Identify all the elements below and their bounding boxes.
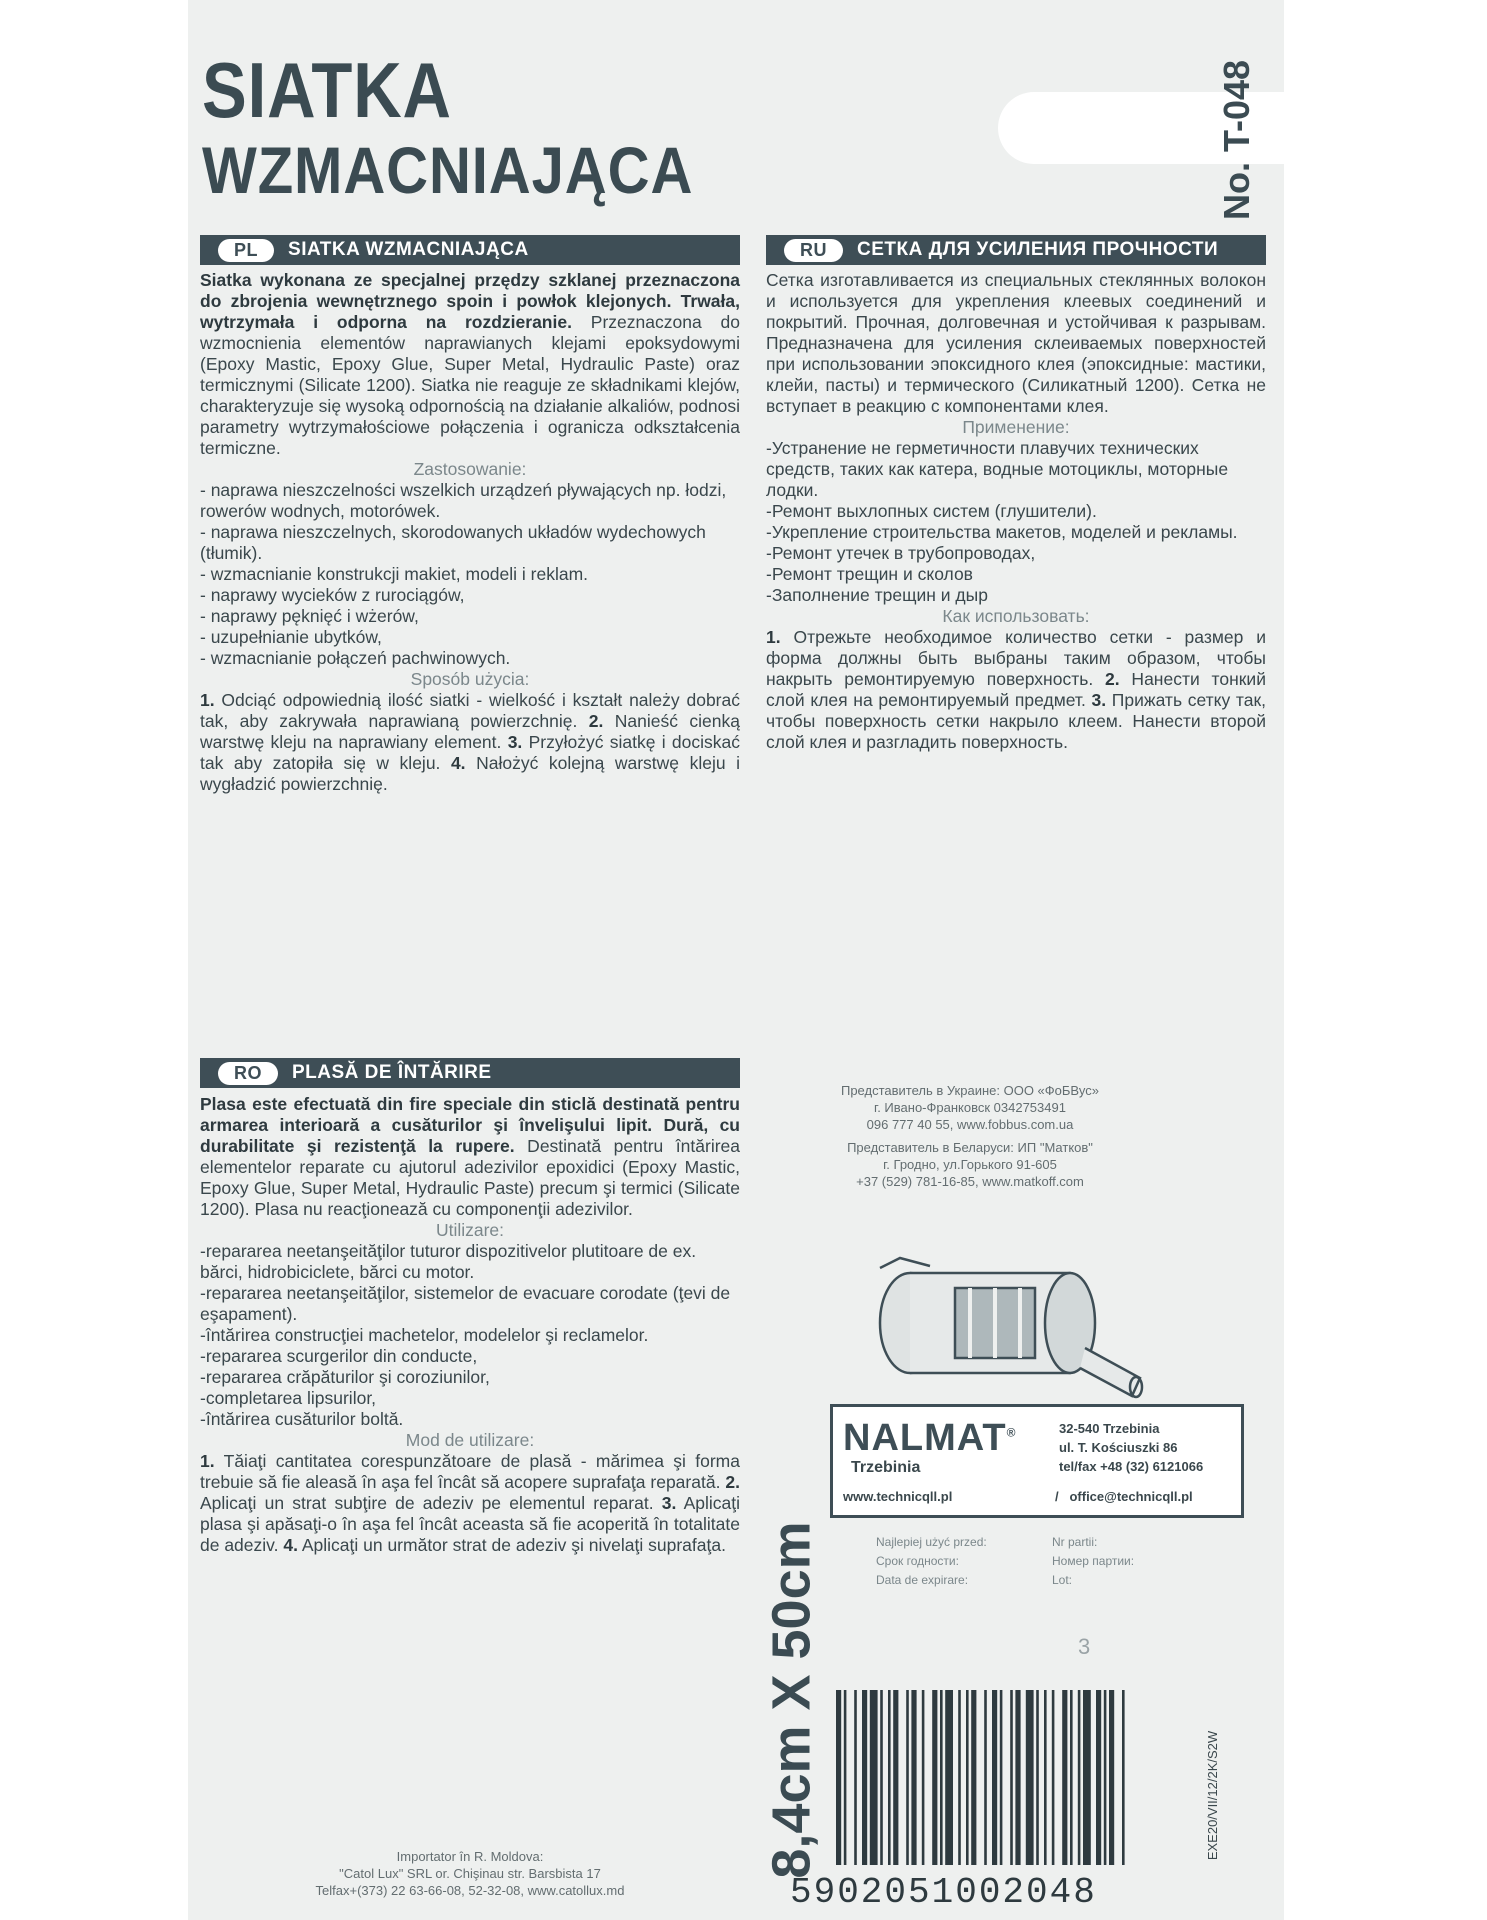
ru-intro: Сетка изготавливается из специальных стеклянных волокон и используется для укрепления клеевых соединений и покрытий. Прочная, долговечная и устойчивая к разрывам. Предназначена для усиления склеиваемых поверхностей при использовании эпоксидного клея (эпоксидные: мастики, клейи, пасты) и термического (Силикатный 1200). Сетка не вступает в реакцию с компонентами клея. (766, 270, 1266, 416)
print-mark: 3 (1078, 1634, 1091, 1659)
barcode-bar (836, 1690, 841, 1865)
pl-usage-list (200, 480, 740, 669)
list-item: -Ремонт выхлопных систем (глушители). (766, 501, 1097, 521)
manufacturer-box (830, 1404, 1244, 1518)
product-number: No. T-048 (1216, 59, 1257, 220)
barcode-bar (1044, 1690, 1047, 1865)
barcode-bar (906, 1690, 909, 1865)
lang-badge-pl: PL (218, 239, 274, 262)
contact-by-line: г. Гродно, ул.Горького 91-605 (883, 1157, 1057, 1172)
section-heading-ru: СЕТКА ДЛЯ УСИЛЕНИЯ ПРОЧНОСТИ (857, 239, 1219, 260)
list-item: - uzupełnianie ubytków, (200, 627, 382, 647)
barcode-bar (1070, 1690, 1073, 1865)
barcode-bar (888, 1690, 891, 1865)
batch-label: Номер партии: (1052, 1554, 1135, 1568)
list-item: -Ремонт утечек в трубопроводах, (766, 543, 1036, 563)
ro-method-heading: Mod de utilizare: (405, 1430, 535, 1450)
barcode-bar (1078, 1690, 1081, 1865)
importer-line: Importator în R. Moldova: (396, 1849, 544, 1864)
ro-usage-list (200, 1241, 740, 1430)
barcode-image (832, 1690, 1212, 1880)
list-item: -întărirea construcţiei machetelor, modelelor şi reclamelor. (200, 1325, 649, 1345)
manufacturer-address: 32-540 Trzebinia ul. T. Kościuszki 86 tel/fax +48 (32) 6121066 (1059, 1421, 1204, 1474)
product-title-line2: WZMACNIAJĄCA (202, 133, 694, 207)
ro-importer (190, 1848, 750, 1899)
contact-by-line: Представитель в Беларуси: ИП "Матков" (847, 1140, 1093, 1155)
batch-label: Lot: (1052, 1573, 1073, 1587)
batch-label: Nr partii: (1052, 1535, 1098, 1549)
list-item: -repararea neetanşeităţilor tuturor dispozitivelor plutitoare de ex. bărci, hidrobiciclete, bărci cu motor. (200, 1241, 697, 1282)
section-bar-ro (200, 1058, 740, 1088)
ro-method-steps: 1. Tăiaţi cantitatea corespunzătoare de plasă - mărimea şi forma trebuie să fie aleasă în aşa fel încât să acopere suprafaţa reparată. 2. Aplicaţi un strat subţire de adeziv pe elementul reparat. 3. Aplicaţi plasa şi apăsaţi-o în aşa fel încât aceasta să fie acoperită în totalitate de adeziv. 4. Aplicaţi un următor strat de adeziv şi nivelaţi suprafaţa. (200, 1451, 741, 1555)
section-bar-ru (766, 235, 1266, 265)
pl-method-heading: Sposób użycia: (410, 669, 530, 689)
list-item: -repararea crăpăturilor şi coroziunilor, (200, 1367, 490, 1387)
barcode-bar (844, 1690, 847, 1865)
barcode-number: 5902051002048 (790, 1872, 1097, 1913)
list-item: - wzmacnianie konstrukcji makiet, modeli i reklam. (200, 564, 589, 584)
pl-intro-rest: Przeznaczona do wzmocnienia elementów naprawianych klejami epoksydowymi (Epoxy Mastic, Epoxy Glue, Super Metal, Hydraulic Paste) oraz termicznymi (Silicate 1200). Siatka nie reaguje ze składnikami klejów, charakteryzuje się wysoką odpornością na działanie alkaliów, podnosi parametry wytrzymałościowe połączenia i ogranicza odkształcenia termiczne. (200, 312, 740, 458)
list-item: -Ремонт трещин и сколов (766, 564, 973, 584)
muffler-illustration (860, 1228, 1160, 1408)
contact-by-line: +37 (529) 781-16-85, www.matkoff.com (856, 1174, 1084, 1189)
size-label: 8,4cm X 50cm (762, 1521, 822, 1879)
section-body-ru (766, 270, 1266, 753)
best-before-label: Najlepiej użyć przed: (876, 1535, 987, 1549)
ro-usage-heading: Utilizare: (435, 1220, 505, 1240)
package-card (188, 0, 1284, 1920)
contact-ua-line: г. Ивано-Франковск 0342753491 (874, 1100, 1066, 1115)
section-body-ro (200, 1094, 740, 1556)
barcode-bar (1052, 1690, 1055, 1865)
barcode-bar (958, 1690, 961, 1865)
lang-badge-ro: RO (218, 1062, 278, 1085)
lang-badge-ru: RU (784, 239, 843, 262)
barcode-bar (992, 1690, 997, 1865)
list-item: -Укрепление строительства макетов, моделей и рекламы. (766, 522, 1238, 542)
barcode-bar (854, 1690, 857, 1865)
barcode-bar (1096, 1690, 1101, 1865)
ro-intro-rest: Destinată pentru întărirea elementelor reparate cu ajutorul adezivilor epoxidici (Epoxy Mastic, Epoxy Glue, Super Metal, Hydraulic Paste) precum şi termici (Silicate 1200). Plasa nu reacţionează cu componenţii adezivilor. (200, 1136, 740, 1219)
side-code: EXE20/VII/12/2K/S2W (1205, 1730, 1221, 1860)
lot-labels (876, 1533, 1134, 1590)
barcode-bar (1000, 1690, 1003, 1865)
barcode-bar (1010, 1690, 1013, 1865)
manufacturer-website: www.technicqll.pl (843, 1489, 953, 1504)
barcode-bar (893, 1690, 898, 1865)
importer-line: "Catol Lux" SRL or. Chişinau str. Barsbista 17 (339, 1866, 601, 1881)
barcode-bar (911, 1690, 916, 1865)
list-item: - naprawa nieszczelnych, skorodowanych układów wydechowych (tłumik). (200, 522, 706, 563)
list-item: -Устранение не герметичности плавучих технических средств, таких как катера, водные мотоциклы, моторные лодки. (766, 438, 1229, 500)
barcode-bar (1062, 1690, 1067, 1865)
barcode-bar (971, 1690, 976, 1865)
best-before-label: Срок годности: (876, 1554, 959, 1568)
best-before-label: Data de expirare: (876, 1573, 969, 1587)
pl-intro-bold: Siatka wykonana ze specjalnej przędzy szklanej przeznaczona do zbrojenia wewnętrznego spoin i powłok klejonych. Trwała, wytrzymała i odporna na rozdzieranie. (200, 270, 740, 332)
contact-ua-line: 096 777 40 55, www.fobbus.com.ua (866, 1117, 1074, 1132)
barcode-bar (940, 1690, 943, 1865)
list-item: - wzmacnianie połączeń pachwinowych. (200, 648, 511, 668)
barcode-bar (1015, 1690, 1020, 1865)
section-heading-pl: SIATKA WZMACNIAJĄCA (288, 239, 529, 260)
brand-city: Trzebinia (851, 1459, 921, 1476)
list-item: - naprawa nieszczelności wszelkich urządzeń pływających np. łodzi, rowerów wodnych, motorówek. (200, 480, 727, 521)
list-item: -completarea lipsurilor, (200, 1388, 377, 1408)
barcode-bar (880, 1690, 883, 1865)
list-item: -întărirea cusăturilor boltă. (200, 1409, 404, 1429)
barcode-bar (1122, 1690, 1125, 1865)
ru-representatives (750, 1082, 1190, 1190)
barcode-bar (984, 1690, 987, 1865)
section-bar-pl (200, 235, 740, 265)
ro-intro-bold: Plasa este efectuată din fire speciale din sticlă destinată pentru armarea interioară a cusăturilor şi învelişului lipit. Dură, cu durabilitate şi rezistenţă la rupere. (200, 1094, 740, 1156)
product-title-line1: SIATKA (202, 46, 452, 134)
barcode-bar (1036, 1690, 1039, 1865)
ru-usage-list (766, 438, 1266, 606)
list-item: -repararea scurgerilor din conducte, (200, 1346, 478, 1366)
ru-method-heading: Как использовать: (942, 606, 1090, 626)
importer-line: Telfax+(373) 22 63-66-08, 52-32-08, www.catollux.md (315, 1883, 625, 1898)
section-heading-ro: PLASĂ DE ÎNTĂRIRE (292, 1062, 492, 1083)
barcode-bar (945, 1690, 953, 1865)
contact-ua-line: Представитель в Украине: ООО «ФоБВус» (840, 1083, 1100, 1098)
barcode-bar (966, 1690, 969, 1865)
ru-usage-heading: Применение: (962, 417, 1070, 437)
barcode-bar (1104, 1690, 1107, 1865)
manufacturer-email: / office@technicqll.pl (1055, 1489, 1193, 1504)
barcode-bar (1026, 1690, 1034, 1865)
barcode-bar (1109, 1690, 1114, 1865)
barcode-bar (862, 1690, 867, 1865)
pl-usage-heading: Zastosowanie: (413, 459, 527, 479)
brand-logo: NALMAT® (843, 1417, 1017, 1459)
section-body-pl (200, 270, 740, 795)
ru-method-steps: 1. Отрежьте необходимое количество сетки - размер и форма должны быть выбраны таким образом, чтобы накрыть ремонтируемую поверхность. 2. Нанести тонкий слой клея на ремонтируемый предмет. 3. Прижать сетку так, чтобы поверхность сетки накрыло клеем. Нанести второй слой клея и разгладить поверхность. (766, 627, 1266, 752)
list-item: -repararea neetanşeităţilor, sistemelor de evacuare corodate (ţevi de eşapament). (200, 1283, 731, 1324)
barcode-bar (932, 1690, 937, 1865)
barcode-bar (922, 1690, 925, 1865)
pl-method-steps: 1. Odciąć odpowiednią ilość siatki - wielkość i kształt należy dobrać tak, aby zakrywała naprawianą powierzchnię. 2. Nanieść cienką warstwę kleju na naprawiany element. 3. Przyłożyć siatkę i dociskać tak aby zatopiła się w kleju. 4. Nałożyć kolejną warstwę kleju i wygładzić powierzchnię. (200, 690, 740, 794)
list-item: -Заполнение трещин и дыр (766, 585, 988, 605)
list-item: - naprawy wycieków z rurociągów, (200, 585, 465, 605)
list-item: - naprawy pęknięć i wżerów, (200, 606, 419, 626)
barcode-bar (1083, 1690, 1091, 1865)
barcode-bar (870, 1690, 878, 1865)
